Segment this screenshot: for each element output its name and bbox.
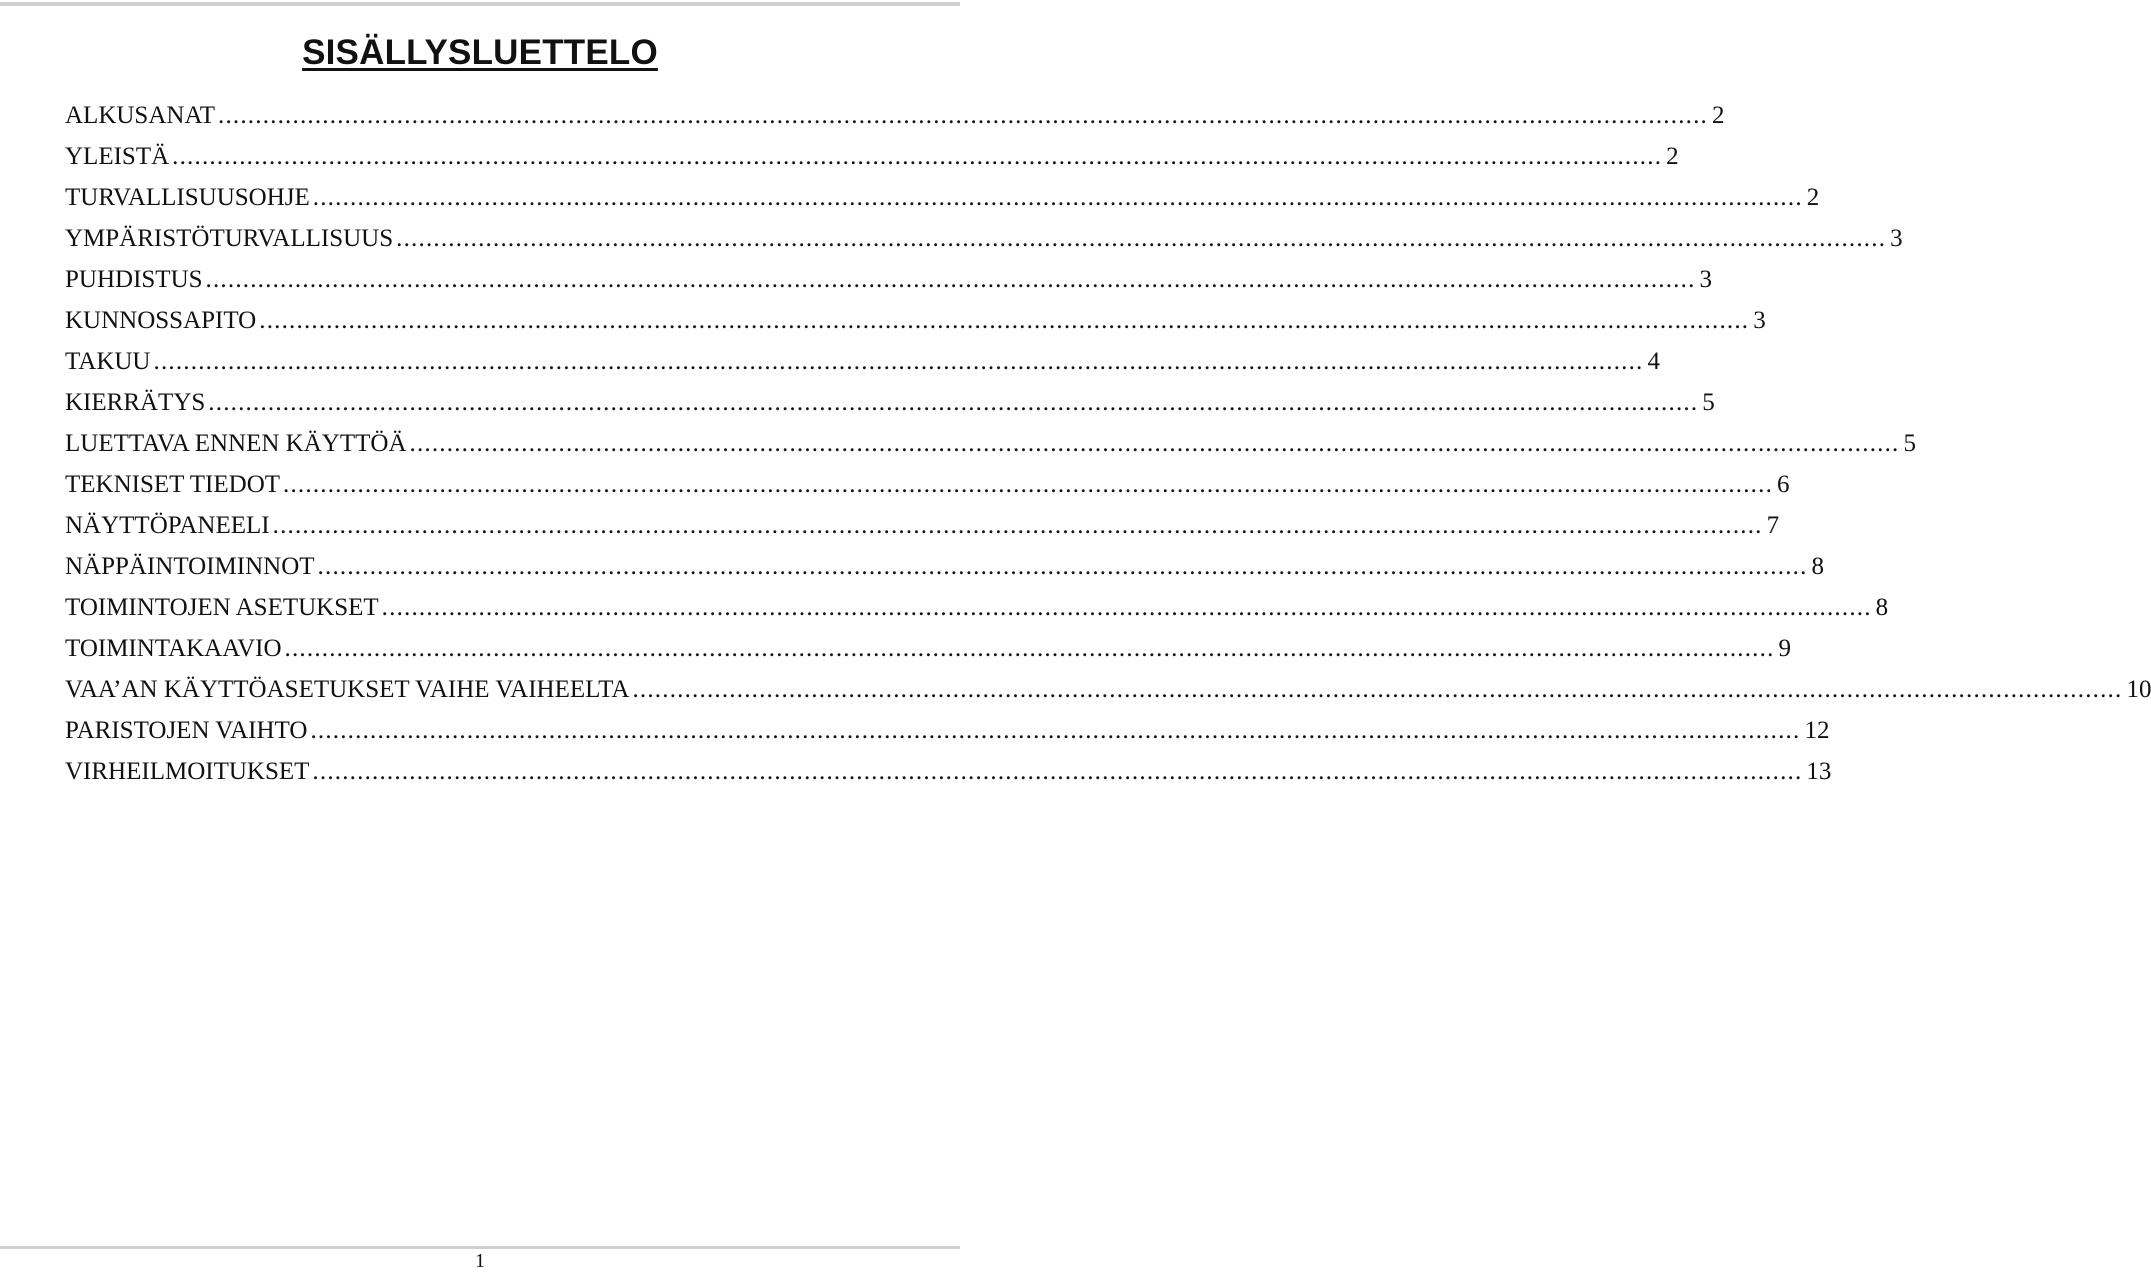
toc-entry-page: 8 (1875, 594, 1889, 621)
toc-entry[interactable] (65, 341, 1660, 382)
toc-entry-page: 9 (1778, 635, 1792, 662)
toc-entry[interactable] (65, 710, 1830, 751)
toc-entry-page: 5 (1702, 389, 1715, 416)
toc-entry-label: PUHDISTUS (65, 266, 203, 293)
toc-entry-label: YLEISTÄ (65, 143, 170, 170)
toc-entry-page: 3 (1890, 225, 1903, 252)
dot-leader: ........................................................................................................................................................................................................ (218, 102, 1708, 129)
dot-leader: ........................................................................................................................................................................................................ (208, 389, 1699, 416)
toc-entry-label: TOIMINTOJEN ASETUKSET (65, 594, 379, 621)
dot-leader: ........................................................................................................................................................................................................ (259, 307, 1750, 334)
dot-leader: ........................................................................................................................................................................................................ (272, 512, 1763, 539)
page-title: SISÄLLYSLUETTELO (302, 33, 658, 72)
toc-entry-label: TURVALLISUUSOHJE (65, 184, 310, 211)
dot-leader: ........................................................................................................................................................................................................ (310, 717, 1801, 744)
toc-entry-page: 5 (1903, 430, 1916, 457)
table-of-contents (65, 95, 2151, 792)
toc-entry[interactable] (65, 423, 1916, 464)
toc-entry-label: VIRHEILMOITUKSET (65, 758, 310, 785)
toc-entry-label: VAA’AN KÄYTTÖASETUKSET VAIHE VAIHEELTA (65, 676, 630, 703)
dot-leader: ........................................................................................................................................................................................................ (317, 553, 1808, 580)
toc-entry[interactable] (65, 136, 1679, 177)
toc-entry[interactable] (65, 751, 1832, 792)
dot-leader: ........................................................................................................................................................................................................ (409, 430, 1900, 457)
toc-entry-label: NÄPPÄINTOIMINNOT (65, 553, 315, 580)
toc-entry[interactable] (65, 546, 1825, 587)
toc-entry-page: 3 (1699, 266, 1713, 293)
toc-entry-label: LUETTAVA ENNEN KÄYTTÖÄ (65, 430, 407, 457)
toc-entry[interactable] (65, 587, 1889, 628)
dot-leader: ........................................................................................................................................................................................................ (396, 225, 1887, 252)
toc-entry[interactable] (65, 177, 1820, 218)
dot-leader: ........................................................................................................................................................................................................ (205, 266, 1696, 293)
toc-entry-label: NÄYTTÖPANEELI (65, 512, 270, 539)
toc-entry[interactable] (65, 505, 1780, 546)
dot-leader: ........................................................................................................................................................................................................ (283, 471, 1774, 498)
toc-entry-label: TAKUU (65, 348, 151, 375)
dot-leader: ........................................................................................................................................................................................................ (632, 676, 2123, 703)
toc-entry-label: ALKUSANAT (65, 102, 215, 129)
toc-entry-label: PARISTOJEN VAIHTO (65, 717, 308, 744)
toc-entry-label: TOIMINTAKAAVIO (65, 635, 282, 662)
toc-entry-page: 4 (1647, 348, 1660, 375)
toc-entry[interactable] (65, 464, 1790, 505)
toc-entry-page: 7 (1766, 512, 1780, 539)
dot-leader: ........................................................................................................................................................................................................ (312, 758, 1803, 785)
toc-entry-page: 10 (2126, 676, 2151, 703)
toc-entry[interactable] (65, 95, 1725, 136)
toc-entry-page: 2 (1666, 143, 1679, 170)
toc-entry-page: 2 (1806, 184, 1820, 211)
toc-entry-page: 12 (1804, 717, 1830, 744)
dot-leader: ........................................................................................................................................................................................................ (381, 594, 1872, 621)
toc-entry[interactable] (65, 259, 1713, 300)
toc-entry-page: 8 (1811, 553, 1825, 580)
toc-entry[interactable] (65, 669, 2151, 710)
top-divider (0, 2, 960, 6)
dot-leader: ........................................................................................................................................................................................................ (172, 143, 1663, 170)
toc-entry-label: YMPÄRISTÖTURVALLISUUS (65, 225, 394, 252)
toc-entry[interactable] (65, 300, 1766, 341)
dot-leader: ........................................................................................................................................................................................................ (284, 635, 1775, 662)
toc-entry[interactable] (65, 382, 1715, 423)
dot-leader: ........................................................................................................................................................................................................ (153, 348, 1644, 375)
toc-entry-page: 3 (1753, 307, 1766, 334)
toc-entry-label: TEKNISET TIEDOT (65, 471, 281, 498)
toc-entry-page: 13 (1806, 758, 1832, 785)
page-number: 1 (475, 1250, 485, 1272)
toc-entry-label: KIERRÄTYS (65, 389, 206, 416)
dot-leader: ........................................................................................................................................................................................................ (312, 184, 1803, 211)
toc-entry[interactable] (65, 628, 1792, 669)
toc-entry[interactable] (65, 218, 1903, 259)
toc-entry-page: 2 (1712, 102, 1725, 129)
toc-entry-page: 6 (1777, 471, 1790, 498)
bottom-divider (0, 1246, 960, 1249)
toc-entry-label: KUNNOSSAPITO (65, 307, 257, 334)
